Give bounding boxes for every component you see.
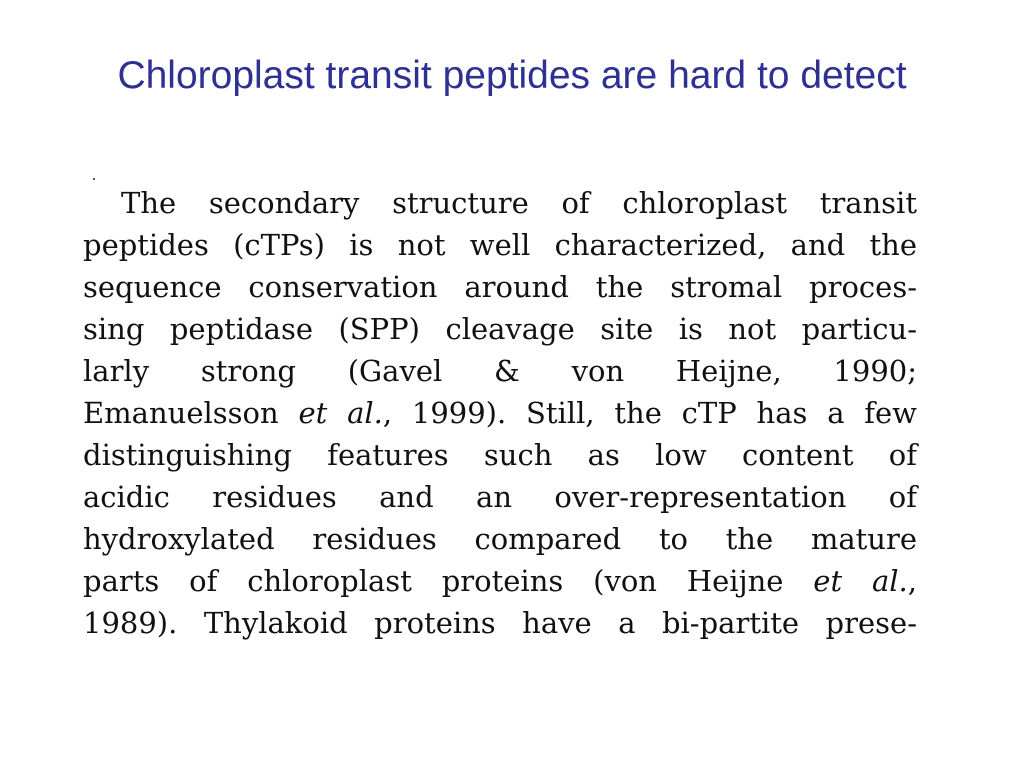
paper-excerpt-image <box>83 182 917 652</box>
excerpt-line: larly strong (Gavel & von Heijne, 1990; <box>83 354 917 388</box>
excerpt-line: sing peptidase (SPP) cleavage site is not particu- <box>83 312 917 346</box>
excerpt-line: distinguishing features such as low content of <box>83 438 917 472</box>
slide-title: Chloroplast transit peptides are hard to detect <box>117 54 907 97</box>
excerpt-line: Emanuelsson et al., 1999). Still, the cTP has a few <box>83 396 917 430</box>
excerpt-line: acidic residues and an over-representation of <box>83 480 917 514</box>
excerpt-line: The secondary structure of chloroplast transit <box>121 186 917 220</box>
excerpt-line: parts of chloroplast proteins (von Heijne et al., <box>83 564 917 598</box>
excerpt-line: 1989). Thylakoid proteins have a bi-partite prese- <box>83 606 917 640</box>
scan-speck <box>93 178 95 180</box>
excerpt-line: peptides (cTPs) is not well characterized, and the <box>83 228 917 262</box>
excerpt-line: hydroxylated residues compared to the mature <box>83 522 917 556</box>
excerpt-line: sequence conservation around the stromal proces- <box>83 270 917 304</box>
